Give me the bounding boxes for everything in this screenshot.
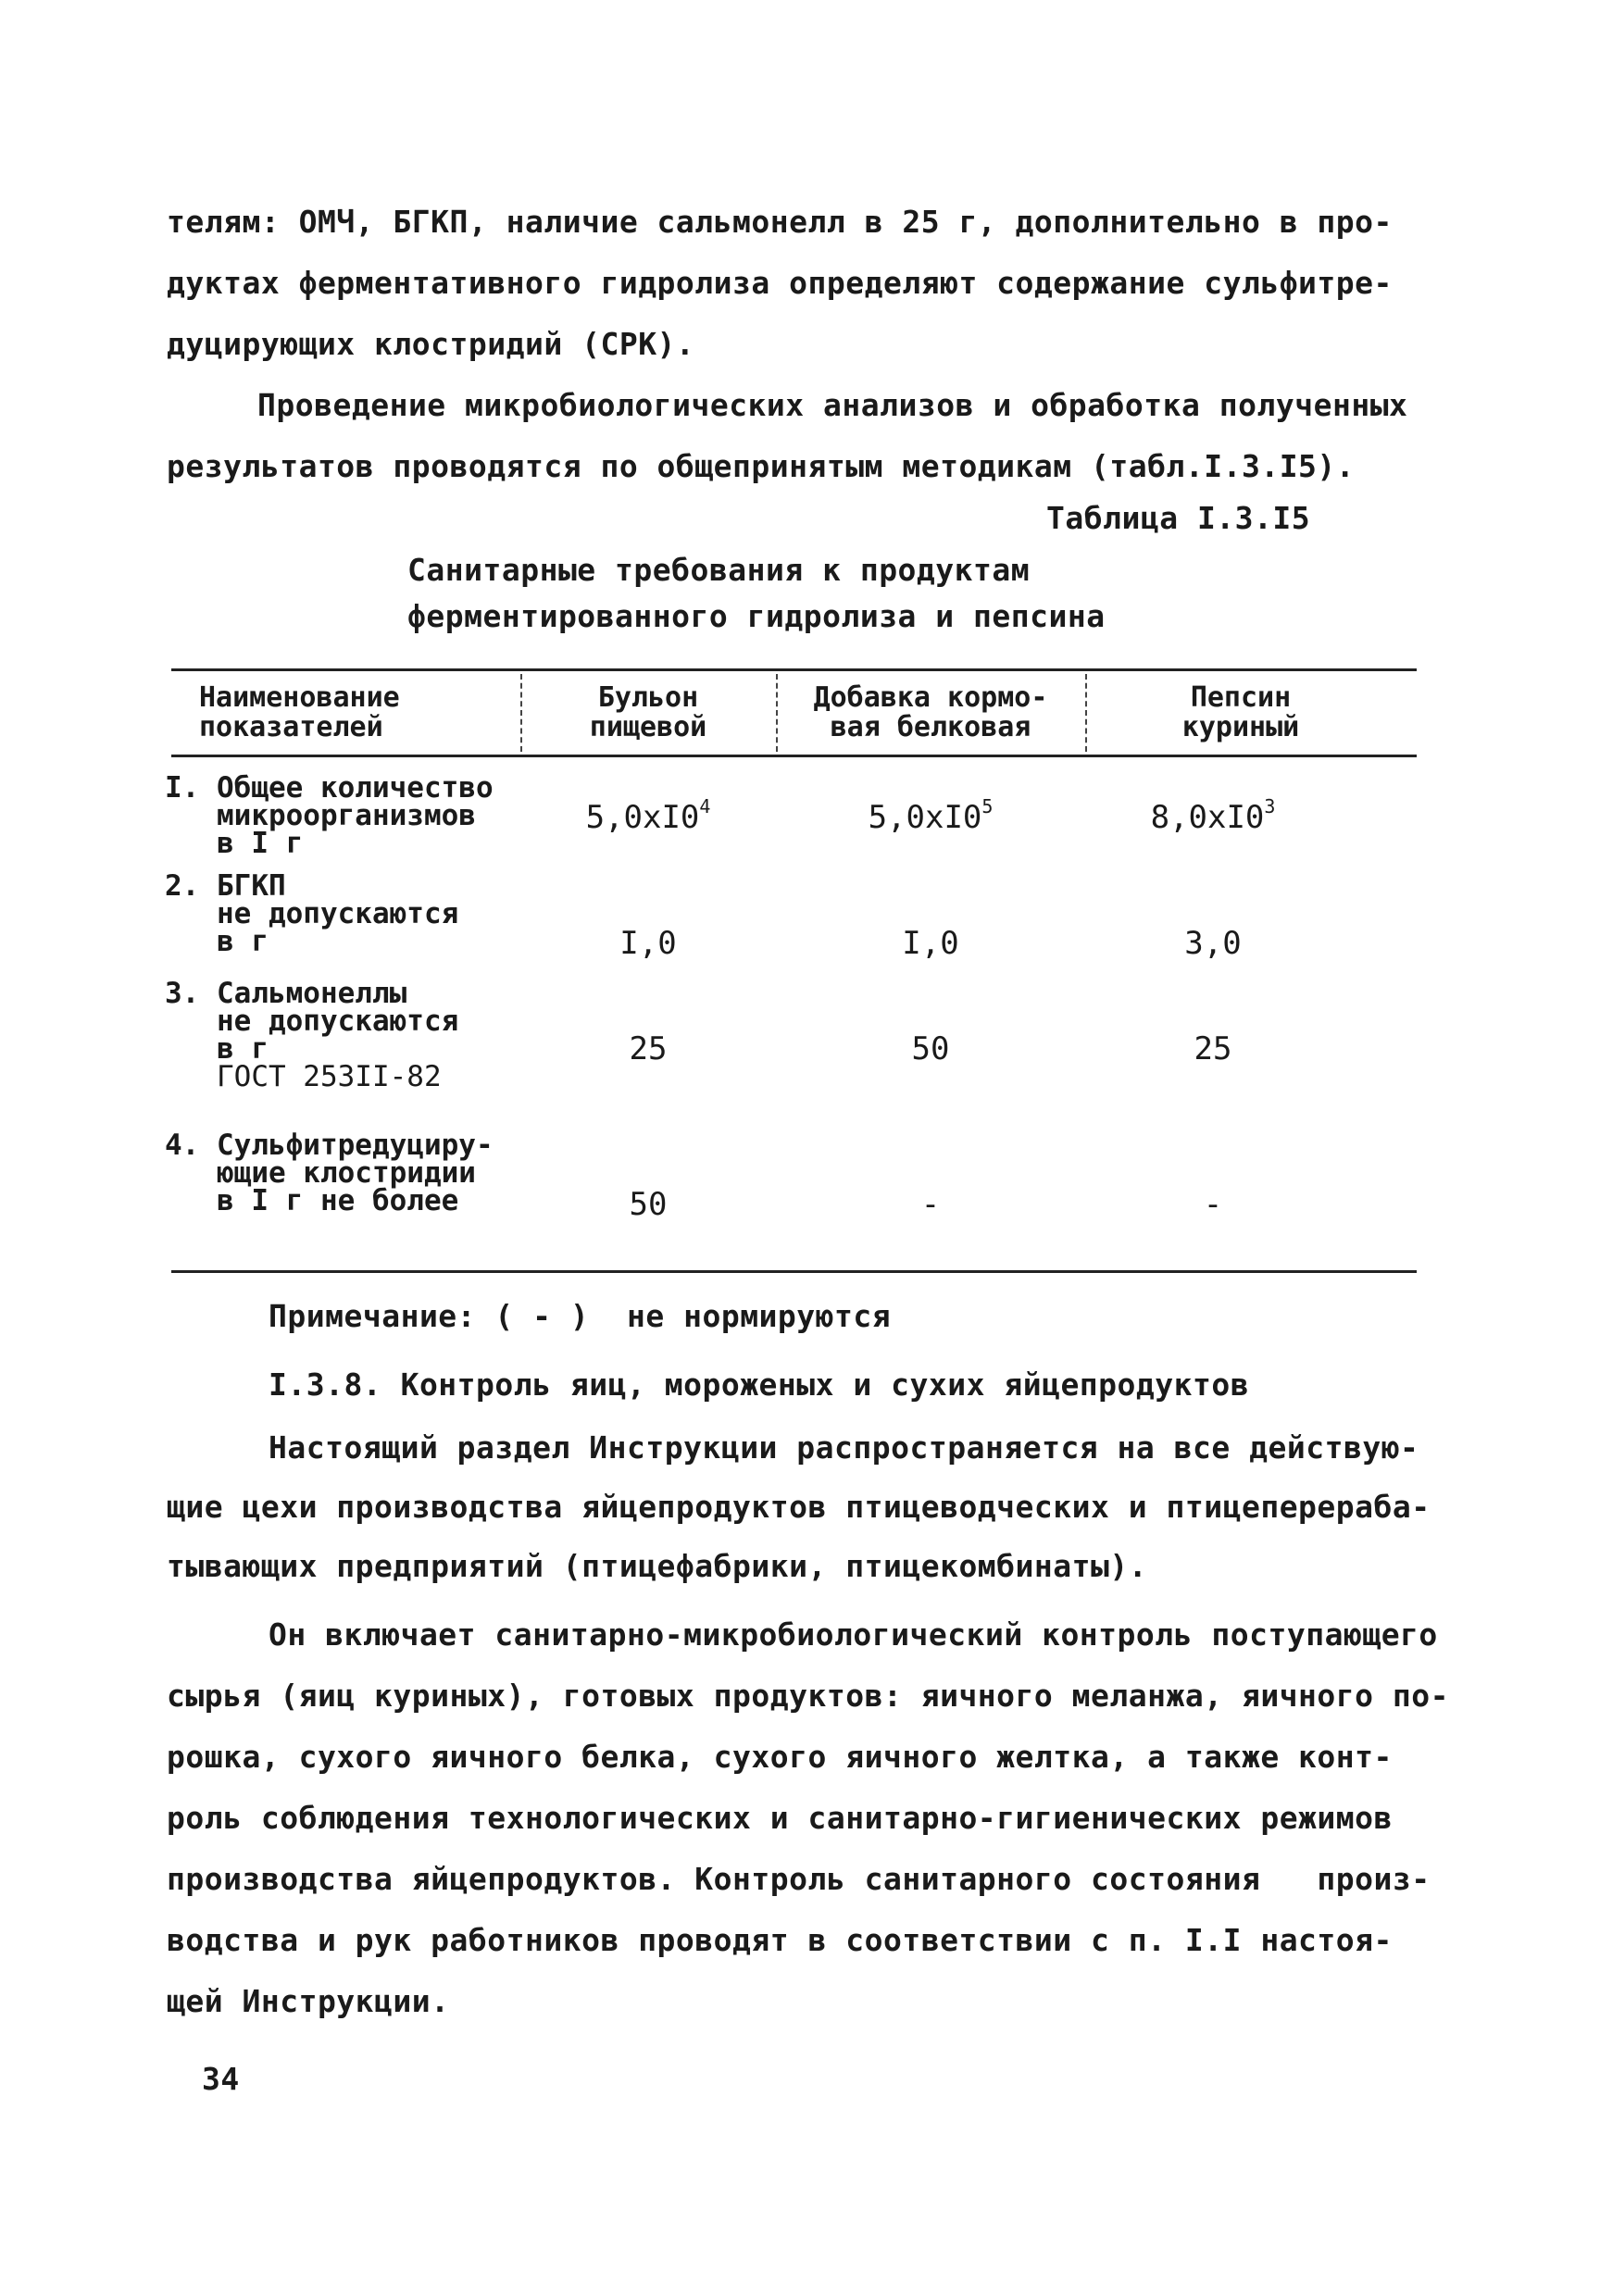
- header-separator-2: [776, 674, 778, 752]
- section-p2-line-7: щей Инструкции.: [167, 1983, 450, 2019]
- section-p2-line-3: рошка, сухого яичного белка, сухого яичного желтка, а также конт-: [167, 1739, 1393, 1775]
- row-3-pepsin: 25: [1194, 1030, 1232, 1067]
- intro-line-4: Проведение микробиологических анализов и обработка полученных: [257, 387, 1408, 423]
- table-title-line-1: Санитарные требования к продуктам: [407, 552, 1031, 588]
- row-1-feed: [792, 795, 1069, 836]
- header-feed-line-2: вая белковая: [830, 711, 1031, 743]
- header-separator-3: [1085, 674, 1087, 752]
- table-number: Таблица I.3.I5: [1046, 500, 1311, 536]
- row-1-name-line: I. Общее количество: [165, 771, 494, 805]
- header-pepsin-line-2: куриный: [1181, 711, 1300, 743]
- row-1-broth: [532, 795, 764, 836]
- page-number: 34: [202, 2061, 240, 2097]
- row-1-broth-base: 5,0xI0: [585, 799, 700, 836]
- row-1-feed-base: 5,0xI0: [868, 799, 982, 836]
- row-1-pepsin: [1074, 795, 1352, 836]
- row-1-pepsin-exp: 3: [1264, 795, 1276, 817]
- row-3-feed: 50: [911, 1030, 950, 1067]
- section-p2-line-4: роль соблюдения технологических и санитарно-гигиенических режимов: [167, 1800, 1393, 1836]
- row-4-name-line: ющие клостридии: [165, 1156, 476, 1190]
- row-3-name-line: в г: [165, 1032, 269, 1066]
- row-4-name-line: 4. Сульфитредуциру-: [165, 1129, 494, 1162]
- row-3-name-line: 3. Сальмонеллы: [165, 977, 407, 1010]
- table-note: Примечание: ( - ) не нормируются: [269, 1298, 892, 1334]
- section-heading: I.3.8. Контроль яиц, мороженых и сухих яйцепродуктов: [269, 1366, 1250, 1403]
- section-p2-line-6: водства и рук работников проводят в соответствии с п. I.I настоя-: [167, 1922, 1393, 1958]
- table-title-line-2: ферментированного гидролиза и пепсина: [407, 598, 1106, 634]
- header-name-line-1: Наименование: [199, 681, 400, 714]
- header-name: [199, 683, 505, 742]
- header-broth-line-2: пищевой: [589, 711, 707, 743]
- header-name-line-2: показателей: [199, 711, 383, 743]
- section-p1-line-3: тывающих предприятий (птицефабрики, птицекомбинаты).: [167, 1548, 1148, 1584]
- row-4-name: [165, 1131, 494, 1215]
- row-2-name-line: 2. БГКП: [165, 869, 286, 903]
- row-1-pepsin-base: 8,0xI0: [1150, 799, 1265, 836]
- row-1-name-line: в I г: [165, 827, 304, 860]
- row-4-feed: -: [920, 1186, 941, 1223]
- header-broth-line-1: Бульон: [597, 681, 699, 714]
- intro-line-3: дуцирующих клостридий (СРК).: [167, 326, 695, 362]
- row-4-broth: 50: [629, 1186, 668, 1223]
- row-2-name: [165, 869, 459, 958]
- intro-line-1: телям: ОМЧ, БГКП, наличие сальмонелл в 25 г, дополнительно в про-: [167, 204, 1393, 240]
- section-p1-line-1: Настоящий раздел Инструкции распространяется на все действую-: [269, 1429, 1419, 1466]
- header-feed-line-1: Добавка кормо-: [813, 681, 1048, 714]
- header-pepsin: [1093, 683, 1389, 742]
- row-4-pepsin: -: [1203, 1186, 1223, 1223]
- row-4-name-line: в I г не более: [165, 1184, 459, 1217]
- row-1-broth-exp: 4: [699, 795, 711, 817]
- row-3-name: [165, 977, 459, 1093]
- section-p2-line-1: Он включает санитарно-микробиологический контроль поступающего: [269, 1616, 1438, 1653]
- row-2-feed: I,0: [902, 925, 959, 962]
- row-3-name-line: не допускаются: [165, 1004, 459, 1038]
- table-bottom-rule: [171, 1270, 1417, 1273]
- header-pepsin-line-1: Пепсин: [1190, 681, 1292, 714]
- header-feed-additive: [782, 683, 1079, 742]
- row-1-name: [165, 771, 494, 860]
- row-2-name-line: в г: [165, 925, 269, 958]
- section-p2-line-2: сырья (яиц куриных), готовых продуктов: яичного меланжа, яичного по-: [167, 1678, 1450, 1714]
- intro-line-5: результатов проводятся по общепринятым методикам (табл.I.3.I5).: [167, 448, 1356, 484]
- table-top-rule: [171, 668, 1417, 671]
- row-2-name-line: не допускаются: [165, 897, 459, 930]
- row-3-name-line: ГОСТ 253II-82: [165, 1060, 442, 1093]
- intro-line-2: дуктах ферментативного гидролиза определяют содержание сульфитре-: [167, 265, 1393, 301]
- table-header-rule: [171, 755, 1417, 757]
- row-1-feed-exp: 5: [981, 795, 994, 817]
- row-1-name-line: микроорганизмов: [165, 799, 476, 832]
- section-p2-line-5: производства яйцепродуктов. Контроль санитарного состояния произ-: [167, 1861, 1431, 1897]
- header-broth: [532, 683, 764, 742]
- header-separator-1: [520, 674, 522, 752]
- row-2-broth: I,0: [619, 925, 677, 962]
- row-2-pepsin: 3,0: [1184, 925, 1242, 962]
- section-p1-line-2: щие цехи производства яйцепродуктов птицеводческих и птицеперераба-: [167, 1489, 1431, 1525]
- row-3-broth: 25: [629, 1030, 668, 1067]
